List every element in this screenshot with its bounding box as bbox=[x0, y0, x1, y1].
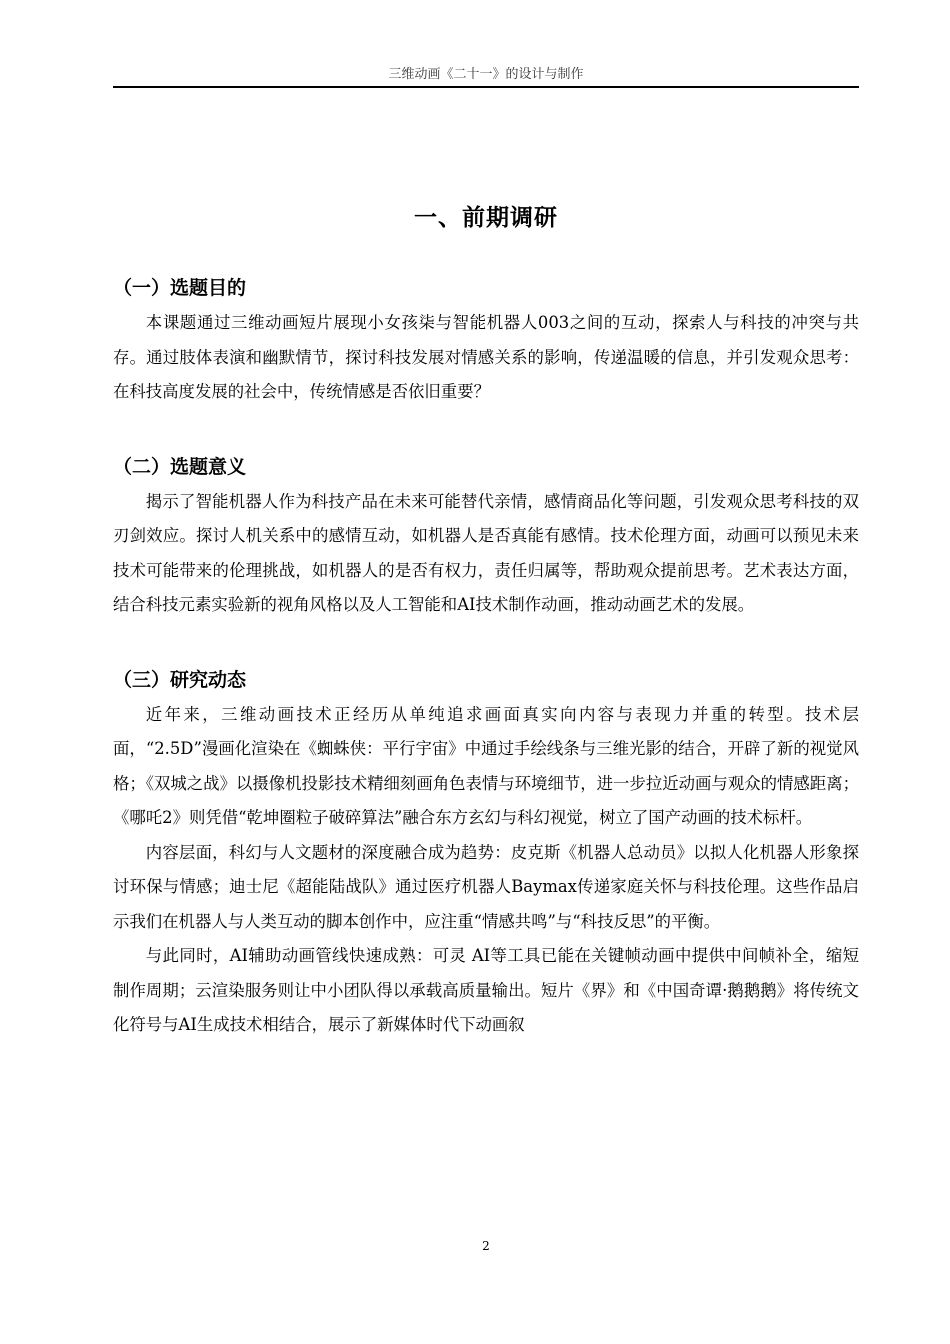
paragraph: 本课题通过三维动画短片展现小女孩柒与智能机器人003之间的互动，探索人与科技的冲突与共存。通过肢体表演和幽默情节，探讨科技发展对情感关系的影响，传递温暖的信息，并引发观众思考：在科技高度发展的社会中，传统情感是否依旧重要？ bbox=[113, 313, 859, 401]
document-body bbox=[113, 272, 859, 1043]
section-research-trends bbox=[113, 664, 859, 1043]
paragraph: 内容层面，科幻与人文题材的深度融合成为趋势：皮克斯《机器人总动员》以拟人化机器人形象探讨环保与情感；迪士尼《超能陆战队》通过医疗机器人Baymax传递家庭关怀与科技伦理。这些作品启示我们在机器人与人类互动的脚本创作中，应注重“情感共鸣”与“科技反思”的平衡。 bbox=[113, 842, 859, 931]
header-divider bbox=[113, 86, 859, 88]
section-heading: （三）研究动态 bbox=[113, 668, 247, 691]
paragraph: 揭示了智能机器人作为科技产品在未来可能替代亲情，感情商品化等问题，引发观众思考科技的双刃剑效应。探讨人机关系中的感情互动，如机器人是否真能有感情。技术伦理方面，动画可以预见未来技术可能带来的伦理挑战，如机器人的是否有权力，责任归属等，帮助观众提前思考。艺术表达方面，结合科技元素实验新的视角风格以及人工智能和AI技术制作动画，推动动画艺术的发展。 bbox=[113, 491, 859, 614]
paragraph: 与此同时，AI辅助动画管线快速成熟：可灵 AI等工具已能在关键帧动画中提供中间帧补全，缩短制作周期；云渲染服务则让中小团队得以承载高质量输出。短片《界》和《中国奇谭·鹅鹅鹅》将传统文化符号与AI生成技术相结合，展示了新媒体时代下动画叙 bbox=[113, 946, 859, 1034]
page-number: 2 bbox=[482, 1239, 490, 1253]
section-significance bbox=[113, 451, 859, 623]
chapter-title: 一、前期调研 bbox=[414, 205, 558, 231]
section-purpose bbox=[113, 272, 859, 410]
section-heading: （二）选题意义 bbox=[113, 455, 247, 478]
section-heading: （一）选题目的 bbox=[113, 277, 247, 299]
paragraph: 近年来，三维动画技术正经历从单纯追求画面真实向内容与表现力并重的转型。技术层面，“2.5D”漫画化渲染在《蜘蛛侠：平行宇宙》中通过手绘线条与三维光影的结合，开辟了新的视觉风格；《双城之战》以摄像机投影技术精细刻画角色表情与环境细节，进一步拉近动画与观众的情感距离；《哪吒2》则凭借“乾坤圈粒子破碎算法”融合东方玄幻与科幻视觉，树立了国产动画的技术标杆。 bbox=[113, 704, 859, 827]
running-header: 三维动画《二十一》的设计与制作 bbox=[388, 67, 584, 82]
